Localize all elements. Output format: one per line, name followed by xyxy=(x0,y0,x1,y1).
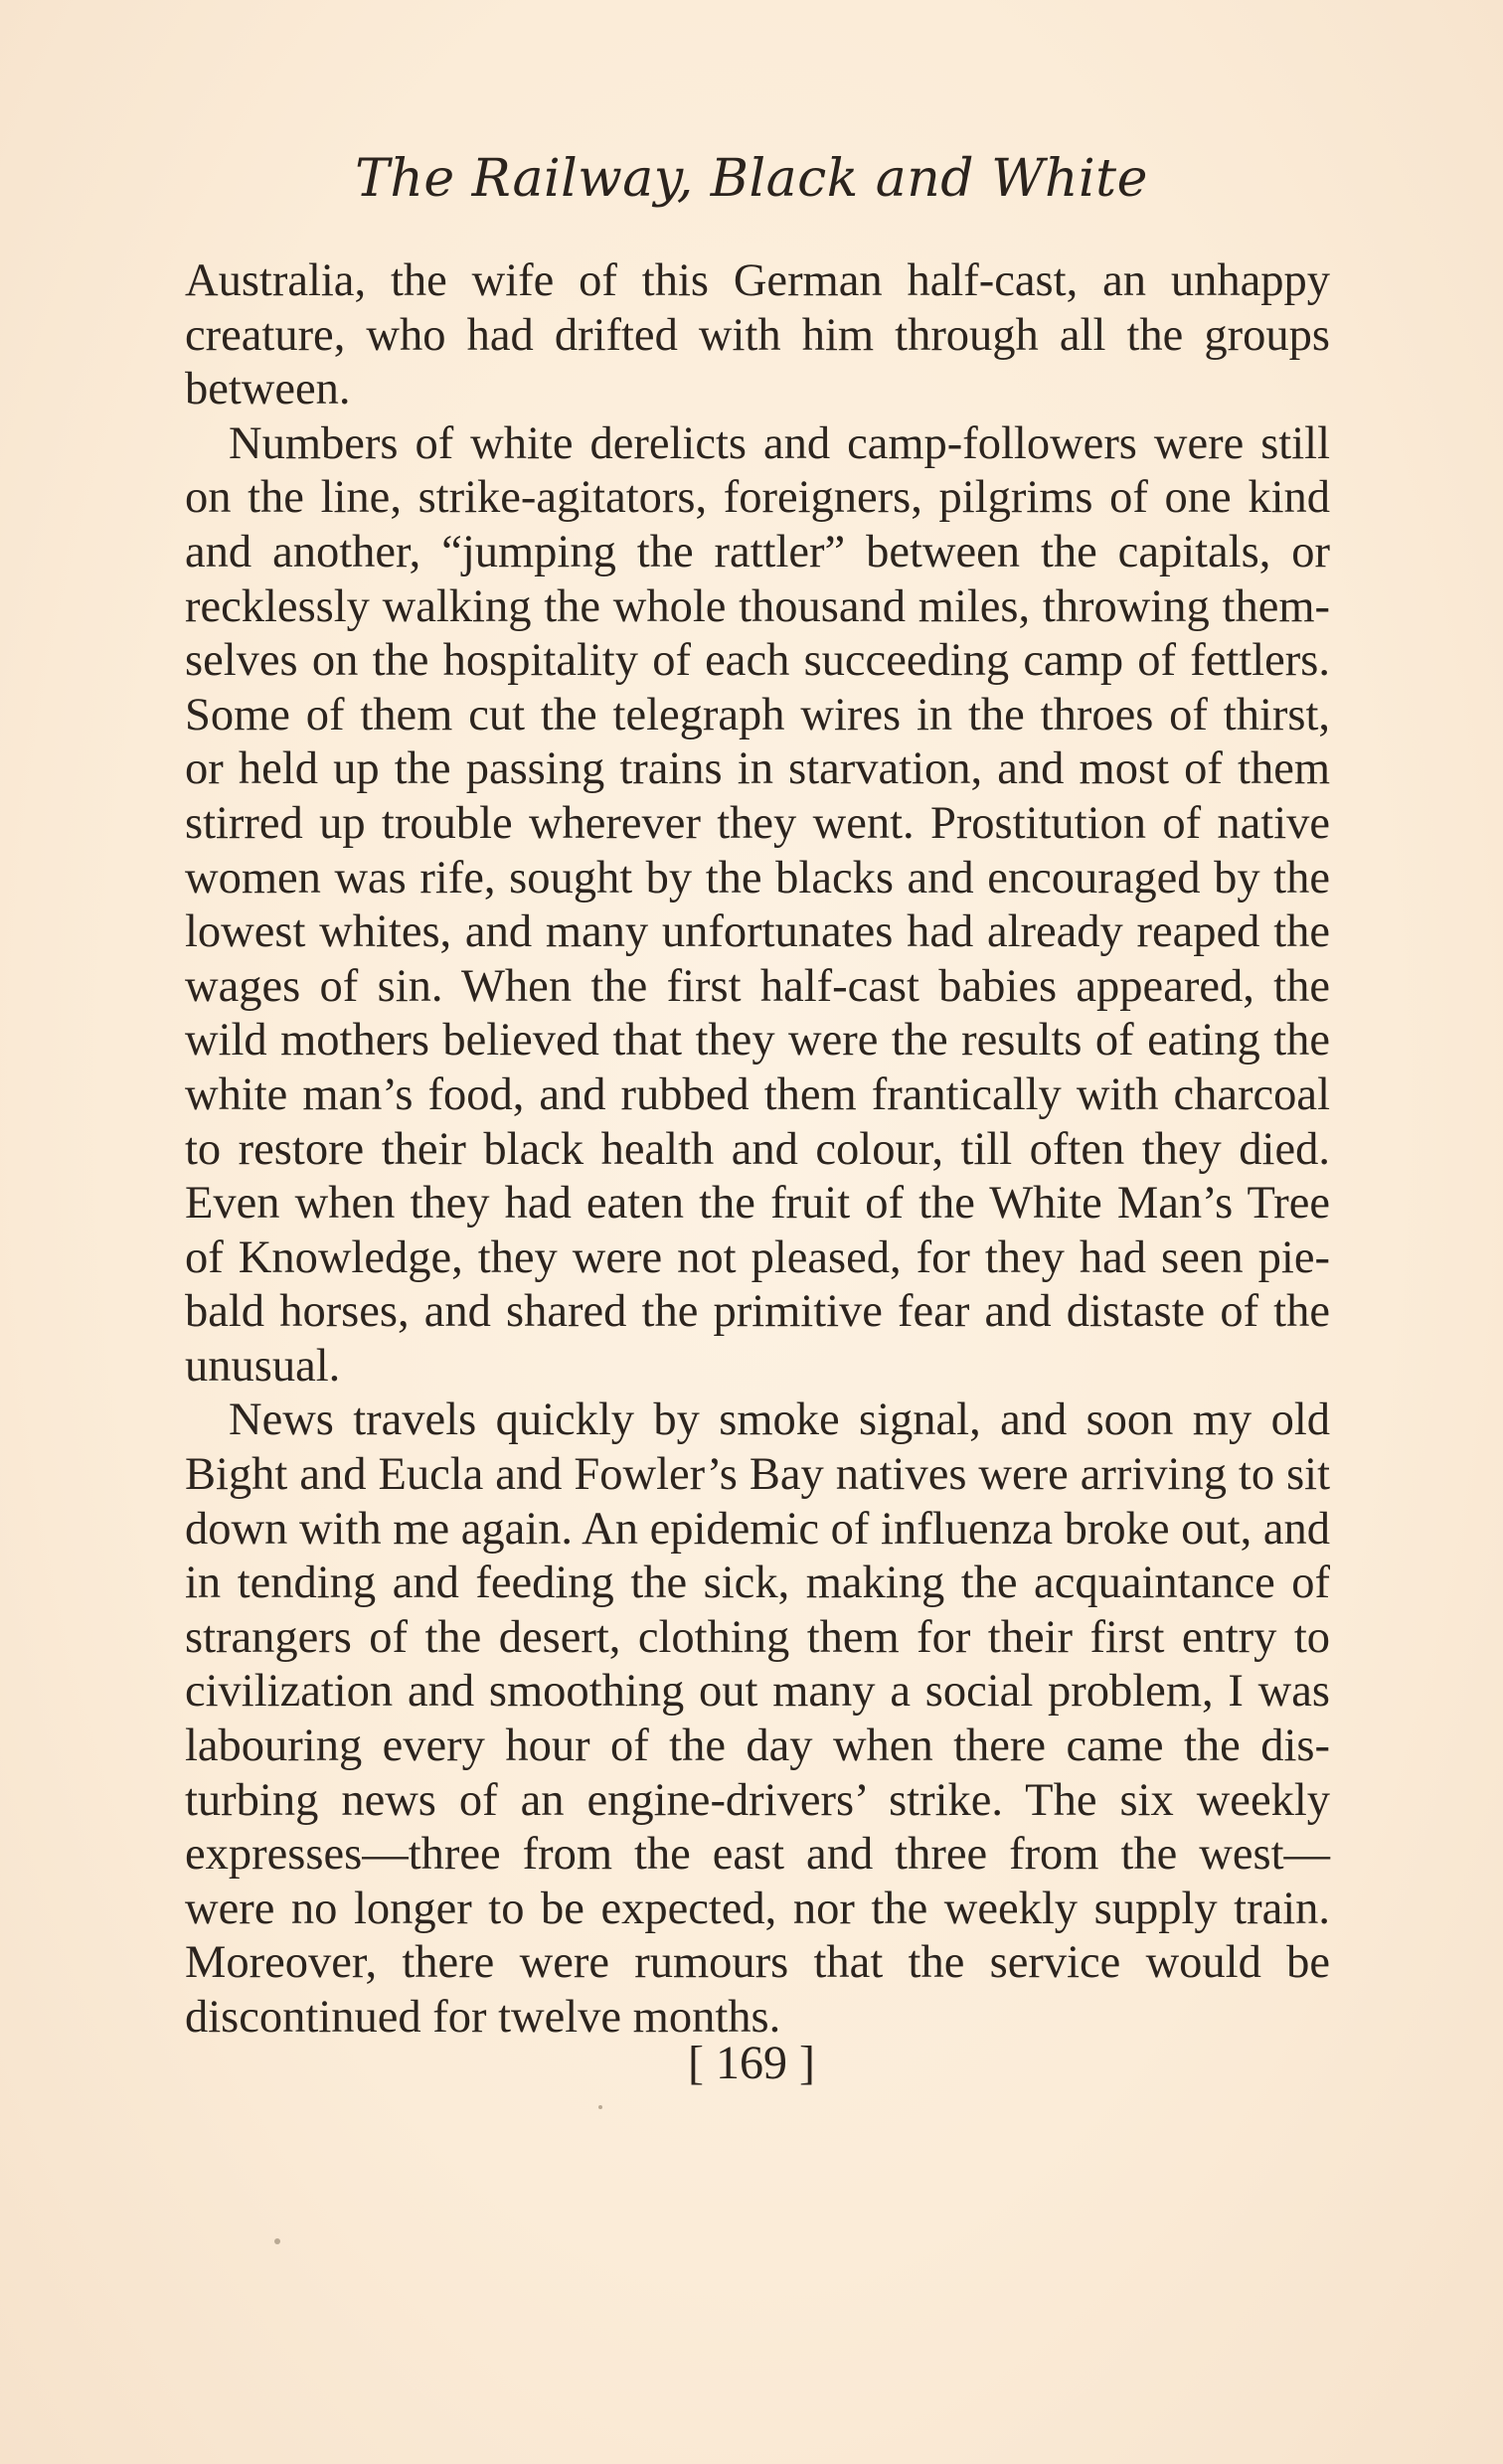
running-head: The Railway, Black and White xyxy=(355,149,1148,209)
paragraph-continuation: Australia, the wife of this German half-cast, an unhappy creature, who had drifted with him through all the groups between. xyxy=(185,255,1330,415)
paper-speck xyxy=(598,2105,602,2109)
paper-speck xyxy=(274,2238,280,2244)
body-text xyxy=(185,254,1330,2046)
page-number: [ 169 ] xyxy=(688,2037,815,2089)
paragraph-smoke-signal: News travels quickly by smoke signal, and soon my old Bight and Eucla and Fowler’s Bay natives were arriving to sit down with me again. An epidemic of influenza broke out, and in tending and feeding the sick, making the acquaintance of strangers of the desert, clothing them for their first entry to civilization and smoothing out many a social problem, I was labouring every hour of the day when there came the disturbing news of an engine-drivers’ strike. The six weekly expresses—three from the east and three from the west—were no longer to be expected, nor the weekly supply train. Moreover, there were rumours that the service would be discontinued for twelve months. xyxy=(185,1395,1330,2043)
paragraph-derelicts: Numbers of white derelicts and camp-followers were still on the line, strike-agitators, foreigners, pilgrims of one kind and another, “jumping the rattler” between the capitals, or recklessly walking the whole thousand miles, throwing themselves on the hospitality of each succeeding camp of fettlers. Some of them cut the telegraph wires in the throes of thirst, or held up the passing trains in starvation, and most of them stirred up trouble wherever they went. Prostitution of native women was rife, sought by the blacks and encouraged by the lowest whites, and many unfortunates had already reaped the wages of sin. When the first half-cast babies appeared, the wild mothers believed that they were the results of eating the white man’s food, and rubbed them frantically with charcoal to restore their black health and colour, till often they died. Even when they had eaten the fruit of the White Man’s Tree of Knowledge, they were not pleased, for they had seen piebald horses, and shared the primitive fear and distaste of the unusual. xyxy=(185,417,1330,1392)
